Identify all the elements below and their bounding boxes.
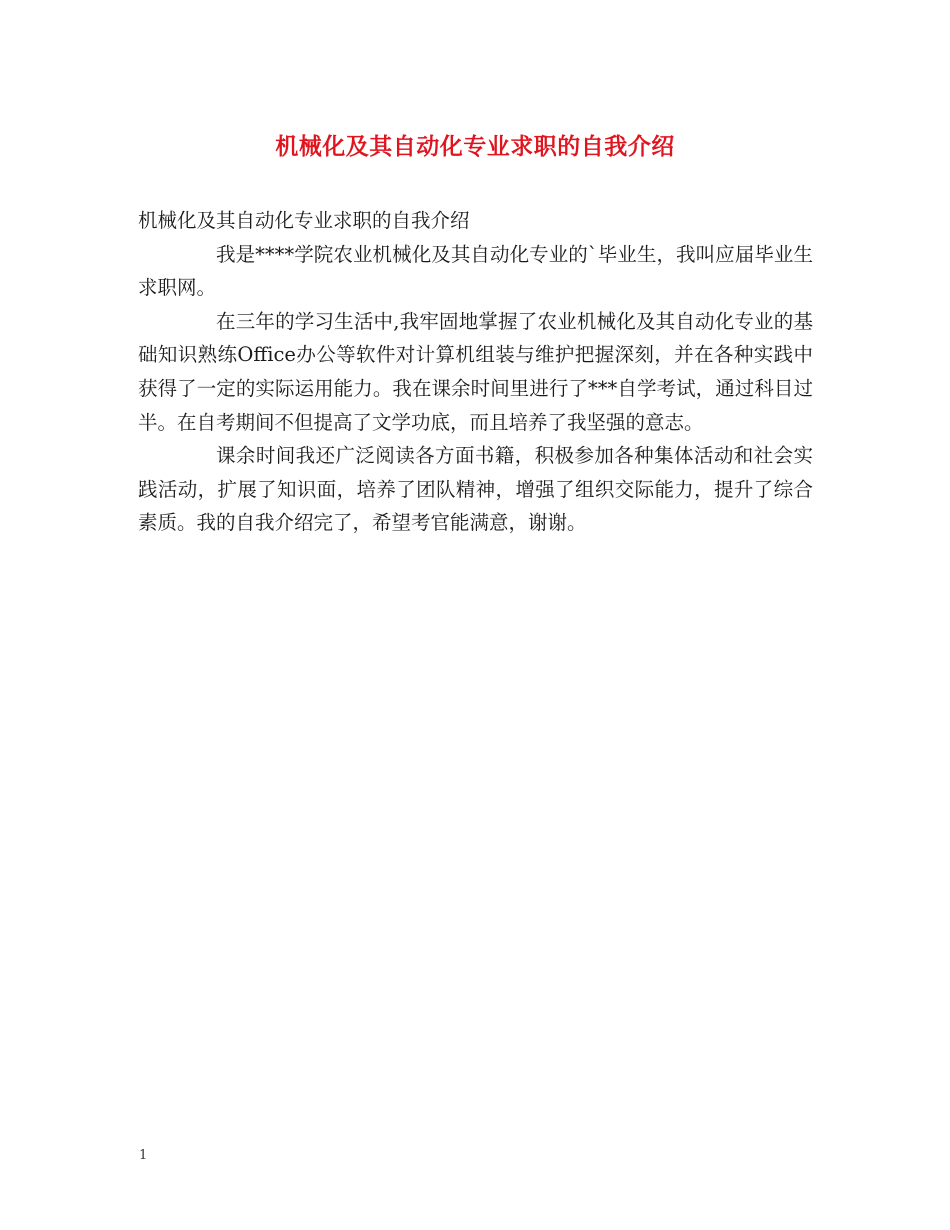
paragraph-study: 在三年的学习生活中,我牢固地掌握了农业机械化及其自动化专业的基础知识熟练Office办公等软件对计算机组装与维护把握深刻，并在各种实践中获得了一定的实际运用能力。我在课余时间里进行了***自学考试，通过科目过半。在自考期间不但提高了文学功底，而且培养了我坚强的意志。 — [138, 309, 813, 434]
paragraph-activities: 课余时间我还广泛阅读各方面书籍，积极参加各种集体活动和社会实践活动，扩展了知识面，培养了团队精神，增强了组织交际能力，提升了综合素质。我的自我介绍完了，希望考官能满意，谢谢。 — [138, 444, 813, 535]
paragraph-intro: 我是****学院农业机械化及其自动化专业的`毕业生，我叫应届毕业生求职网。 — [138, 242, 813, 300]
subtitle-line: 机械化及其自动化专业求职的自我介绍 — [138, 209, 470, 232]
page-number: 1 — [139, 1148, 148, 1163]
page-title: 机械化及其自动化专业求职的自我介绍 — [275, 133, 675, 160]
document-body — [138, 204, 813, 540]
